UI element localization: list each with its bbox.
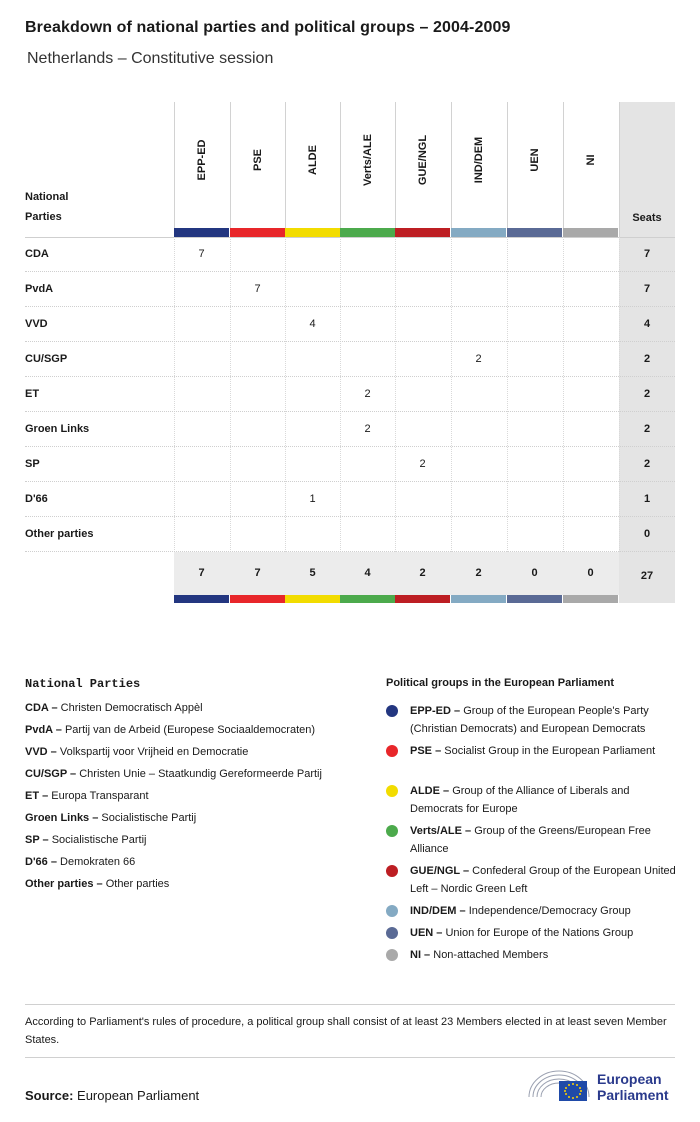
group-color-bar xyxy=(451,594,506,603)
legend-text: NI – Non-attached Members xyxy=(410,949,549,961)
party-seats-total: 2 xyxy=(643,458,651,470)
group-color-bar xyxy=(451,228,506,237)
party-seats-total: 1 xyxy=(643,493,651,505)
table-row xyxy=(25,237,675,272)
group-color-bar xyxy=(174,228,229,237)
national-parties-legend-title: National Parties xyxy=(25,677,141,691)
party-seats-total: 0 xyxy=(643,528,651,540)
legend-text: UEN – Union for Europe of the Nations Group xyxy=(410,927,634,939)
group-color-bar xyxy=(340,594,395,603)
legend-text: EPP-ED – Group of the European People's Party (Christian Democrats) and European Democrats xyxy=(410,705,649,735)
european-parliament-logo xyxy=(527,1067,677,1105)
group-header-uen: UEN xyxy=(528,148,541,172)
group-total: 7 xyxy=(254,567,261,579)
group-color-bar xyxy=(230,228,285,237)
national-party-legend-item: Other parties – Other parties xyxy=(25,878,170,890)
divider xyxy=(25,1004,675,1005)
group-total: 0 xyxy=(531,567,538,579)
national-party-legend-item: CU/SGP – Christen Unie – Staatkundig Gereformeerde Partij xyxy=(25,768,322,780)
national-party-legend-item: SP – Socialistische Partij xyxy=(25,834,147,846)
seat-count-cell: 2 xyxy=(364,388,371,400)
color-dot-icon xyxy=(386,865,398,877)
party-name: CDA xyxy=(25,248,49,260)
source-value: European Parliament xyxy=(77,1088,200,1103)
group-color-bar xyxy=(340,228,395,237)
party-name: CU/SGP xyxy=(25,353,68,365)
color-dot-icon xyxy=(386,745,398,757)
color-dot-icon xyxy=(386,705,398,717)
rules-note: According to Parliament's rules of procedure, a political group shall consist of at least 23 Members elected in at least seven Member States. xyxy=(25,1016,667,1046)
color-dot-icon xyxy=(386,785,398,797)
party-name: Groen Links xyxy=(25,423,90,435)
party-name: VVD xyxy=(25,318,48,330)
party-name: PvdA xyxy=(25,283,54,295)
table-row xyxy=(25,342,675,377)
legend-text: Verts/ALE – Group of the Greens/European Free Alliance xyxy=(410,825,651,855)
breakdown-table xyxy=(25,102,675,603)
column-separator xyxy=(619,102,620,237)
party-seats-total: 2 xyxy=(643,353,651,365)
source-label: Source: xyxy=(25,1088,74,1103)
logo-text: European Parliament xyxy=(597,1071,669,1103)
group-color-bar xyxy=(507,228,562,237)
group-color-bar xyxy=(285,228,340,237)
group-header-epped: EPP-ED xyxy=(195,139,208,181)
legend-text: IND/DEM – Independence/Democracy Group xyxy=(410,905,631,917)
party-name: ET xyxy=(25,388,40,400)
group-header-guengl: GUE/NGL xyxy=(416,134,429,186)
national-party-legend-item: D'66 – Demokraten 66 xyxy=(25,856,136,868)
seat-count-cell: 2 xyxy=(364,423,371,435)
national-party-legend-item: VVD – Volkspartij voor Vrijheid en Democratie xyxy=(25,746,249,758)
table-row xyxy=(25,447,675,482)
seat-count-cell: 4 xyxy=(309,318,316,330)
total-seats: 27 xyxy=(619,552,675,603)
color-dot-icon xyxy=(386,949,398,961)
national-party-legend-item: ET – Europa Transparant xyxy=(25,790,149,802)
table-row xyxy=(25,517,675,552)
group-color-bar xyxy=(563,594,618,603)
party-seats-total: 2 xyxy=(643,388,651,400)
political-groups-legend-title: Political groups in the European Parliament xyxy=(386,677,614,689)
group-color-bar xyxy=(395,228,450,237)
page-subtitle: Netherlands – Constitutive session xyxy=(27,50,274,67)
national-parties-legend xyxy=(25,702,322,900)
national-parties-header: National Parties xyxy=(25,191,69,223)
totals-row xyxy=(174,552,675,595)
party-seats-total: 7 xyxy=(643,248,651,260)
color-dot-icon xyxy=(386,905,398,917)
group-total: 7 xyxy=(198,567,205,579)
party-seats-total: 2 xyxy=(643,423,651,435)
legend-text: PSE – Socialist Group in the European Parliament xyxy=(410,745,656,757)
group-total: 2 xyxy=(475,567,482,579)
national-party-legend-item: CDA – Christen Democratisch Appèl xyxy=(25,702,203,714)
table-row xyxy=(25,377,675,412)
seat-count-cell: 2 xyxy=(419,458,426,470)
group-header-vertsale: Verts/ALE xyxy=(361,134,374,186)
group-header-alde: ALDE xyxy=(306,145,319,175)
group-total: 2 xyxy=(419,567,426,579)
legend-text: GUE/NGL – Confederal Group of the European United Left – Nordic Green Left xyxy=(410,865,676,895)
seat-count-cell: 1 xyxy=(309,493,316,505)
color-dot-icon xyxy=(386,927,398,939)
table-row xyxy=(25,412,675,447)
group-header-pse: PSE xyxy=(251,148,264,172)
group-color-bar xyxy=(230,594,285,603)
table-row xyxy=(25,307,675,342)
party-name: Other parties xyxy=(25,528,94,540)
party-seats-total: 4 xyxy=(643,318,651,330)
group-header-ni: NI xyxy=(584,154,597,166)
group-total: 4 xyxy=(364,567,371,579)
seat-count-cell: 7 xyxy=(198,248,205,260)
legend-text: ALDE – Group of the Alliance of Liberals and Democrats for Europe xyxy=(410,785,630,815)
group-color-bar xyxy=(174,594,229,603)
seat-count-cell: 7 xyxy=(254,283,261,295)
group-color-bar xyxy=(285,594,340,603)
source-line xyxy=(25,1088,199,1103)
divider xyxy=(25,1057,675,1058)
group-color-bar xyxy=(563,228,618,237)
group-total: 0 xyxy=(587,567,594,579)
party-seats-total: 7 xyxy=(643,283,651,295)
party-name: SP xyxy=(25,458,40,470)
national-party-legend-item: Groen Links – Socialistische Partij xyxy=(25,812,197,824)
group-total: 5 xyxy=(309,567,316,579)
color-dot-icon xyxy=(386,825,398,837)
group-color-bar xyxy=(507,594,562,603)
national-party-legend-item: PvdA – Partij van de Arbeid (Europese Sociaaldemocraten) xyxy=(25,724,316,736)
seat-count-cell: 2 xyxy=(475,353,482,365)
seats-header: Seats xyxy=(632,212,662,224)
group-header-inddem: IND/DEM xyxy=(472,136,485,184)
hemicycle-icon xyxy=(527,1067,591,1103)
table-row xyxy=(25,482,675,517)
party-name: D'66 xyxy=(25,493,48,505)
table-row xyxy=(25,272,675,307)
page-title: Breakdown of national parties and political groups – 2004-2009 xyxy=(25,19,511,36)
group-color-bar xyxy=(395,594,450,603)
